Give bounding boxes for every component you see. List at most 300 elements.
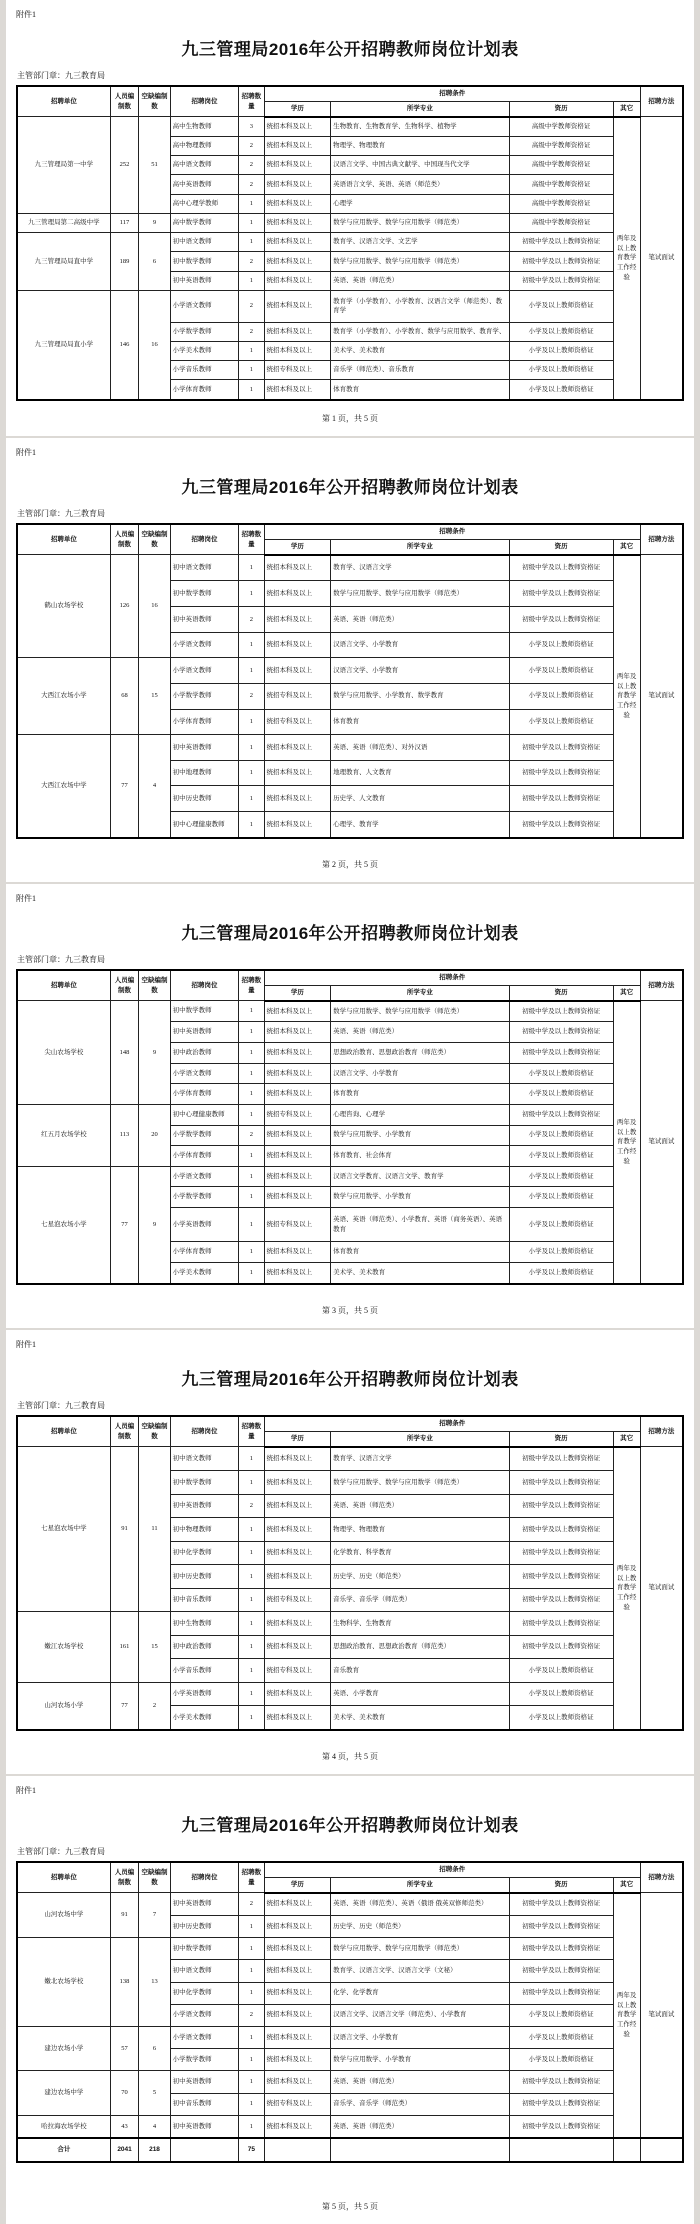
staff-count-cell: 148 bbox=[110, 1001, 139, 1105]
table-row bbox=[17, 233, 683, 252]
major-cell: 数学与应用数学、数学与应用数学（师范类） bbox=[331, 581, 510, 607]
qualification-cell: 初级中学及以上教师资格证 bbox=[509, 1104, 613, 1125]
major-cell: 美术学、美术教育 bbox=[331, 1706, 510, 1730]
quantity-cell: 1 bbox=[239, 1612, 264, 1635]
qualification-cell: 小学及以上教师资格证 bbox=[509, 2026, 613, 2048]
education-cell: 统招本科及以上 bbox=[264, 1447, 331, 1471]
major-cell: 音乐教育 bbox=[331, 1659, 510, 1682]
major-cell: 数学与应用数学、数学与应用数学（师范类） bbox=[331, 252, 510, 271]
attachment-label: 附件1 bbox=[16, 448, 36, 457]
col-header-unit: 招聘单位 bbox=[17, 524, 110, 555]
staff-count-cell: 57 bbox=[110, 2026, 139, 2070]
education-cell: 统招本科及以上 bbox=[264, 2026, 331, 2048]
education-cell: 统招本科及以上 bbox=[264, 194, 331, 213]
position-cell: 初中英语教师 bbox=[170, 607, 239, 633]
page-2 bbox=[6, 438, 694, 882]
education-cell: 统招本科及以上 bbox=[264, 1960, 331, 1982]
page-number: 第 1 页，共 5 页 bbox=[322, 414, 378, 423]
qualification-cell: 初级中学及以上教师资格证 bbox=[509, 1938, 613, 1960]
col-header-education: 学历 bbox=[264, 985, 331, 1000]
position-cell: 高中语文教师 bbox=[170, 156, 239, 175]
position-cell: 小学语文教师 bbox=[170, 632, 239, 658]
major-cell: 教育学、汉语言文学、文艺学 bbox=[331, 233, 510, 252]
col-header-quantity: 招聘数量 bbox=[239, 1862, 264, 1893]
method-cell: 笔试面试 bbox=[640, 1447, 683, 1731]
quantity-cell: 1 bbox=[239, 1588, 264, 1611]
qualification-cell: 小学及以上教师资格证 bbox=[509, 1125, 613, 1146]
education-cell: 统招本科及以上 bbox=[264, 1635, 331, 1658]
page-number: 第 3 页，共 5 页 bbox=[322, 1306, 378, 1315]
position-cell: 初中政治教师 bbox=[170, 1635, 239, 1658]
unit-cell: 九三管理局第二高级中学 bbox=[17, 213, 110, 232]
col-header-education: 学历 bbox=[264, 101, 331, 116]
header-row-1 bbox=[17, 1416, 683, 1431]
education-cell: 统招本科及以上 bbox=[264, 607, 331, 633]
quantity-cell: 1 bbox=[239, 1541, 264, 1564]
position-cell: 初中政治教师 bbox=[170, 1042, 239, 1063]
education-cell: 统招本科及以上 bbox=[264, 581, 331, 607]
qualification-cell: 初级中学及以上教师资格证 bbox=[509, 786, 613, 812]
quantity-cell: 2 bbox=[239, 1893, 264, 1916]
col-header-conditions: 招聘条件 bbox=[264, 1862, 640, 1877]
position-cell: 小学体育教师 bbox=[170, 1146, 239, 1167]
col-header-unit: 招聘单位 bbox=[17, 1416, 110, 1447]
qualification-cell: 小学及以上教师资格证 bbox=[509, 290, 613, 322]
quantity-cell: 1 bbox=[239, 555, 264, 581]
education-cell: 统招本科及以上 bbox=[264, 1125, 331, 1146]
staff-count-cell: 146 bbox=[110, 290, 139, 400]
col-header-staff-count: 人员编制数 bbox=[110, 1862, 139, 1893]
major-cell: 生物科学、生物教育 bbox=[331, 1612, 510, 1635]
col-header-other: 其它 bbox=[613, 985, 640, 1000]
education-cell: 统招本科及以上 bbox=[264, 2004, 331, 2026]
qualification-cell: 初级中学及以上教师资格证 bbox=[509, 1042, 613, 1063]
position-cell: 初中数学教师 bbox=[170, 581, 239, 607]
col-header-vacancy-count: 空缺编制数 bbox=[139, 970, 170, 1001]
major-cell: 教育学（小学教育）、小学教育、数学与应用数学、教育学、 bbox=[331, 322, 510, 341]
quantity-cell: 1 bbox=[239, 735, 264, 761]
unit-cell: 九三管理局第一中学 bbox=[17, 117, 110, 214]
total-qualification-cell bbox=[509, 2138, 613, 2162]
vacancy-count-cell: 7 bbox=[139, 1893, 170, 1938]
other-requirement-cell: 两年及以上教育教学工作经验 bbox=[613, 117, 640, 401]
vacancy-count-cell: 9 bbox=[139, 1001, 170, 1105]
qualification-cell: 初级中学及以上教师资格证 bbox=[509, 2115, 613, 2138]
other-requirement-cell: 两年及以上教育教学工作经验 bbox=[613, 1893, 640, 2139]
header-row-1 bbox=[17, 86, 683, 101]
position-cell: 小学数学教师 bbox=[170, 683, 239, 709]
position-cell: 初中英语教师 bbox=[170, 735, 239, 761]
unit-cell: 大西江农场中学 bbox=[17, 735, 110, 838]
qualification-cell: 小学及以上教师资格证 bbox=[509, 658, 613, 684]
department-stamp: 主管部门章：九三教育局 bbox=[17, 1847, 105, 1856]
education-cell: 统招本科及以上 bbox=[264, 175, 331, 194]
quantity-cell: 1 bbox=[239, 1706, 264, 1730]
major-cell: 数学与应用数学、数学与应用数学（师范类） bbox=[331, 1471, 510, 1494]
page-4 bbox=[6, 1330, 694, 1774]
col-header-staff-count: 人员编制数 bbox=[110, 524, 139, 555]
education-cell: 统招本科及以上 bbox=[264, 1084, 331, 1105]
qualification-cell: 初级中学及以上教师资格证 bbox=[509, 1001, 613, 1022]
qualification-cell: 初级中学及以上教师资格证 bbox=[509, 1022, 613, 1043]
major-cell: 英语、英语（师范类） bbox=[331, 271, 510, 290]
qualification-cell: 初级中学及以上教师资格证 bbox=[509, 555, 613, 581]
page-3 bbox=[6, 884, 694, 1328]
major-cell: 历史学、历史（师范类） bbox=[331, 1565, 510, 1588]
table-row bbox=[17, 1682, 683, 1705]
major-cell: 教育学、汉语言文学 bbox=[331, 555, 510, 581]
col-header-unit: 招聘单位 bbox=[17, 86, 110, 117]
qualification-cell: 小学及以上教师资格证 bbox=[509, 1242, 613, 1263]
staff-count-cell: 91 bbox=[110, 1893, 139, 1938]
vacancy-count-cell: 5 bbox=[139, 2071, 170, 2115]
col-header-major: 所学专业 bbox=[331, 1431, 510, 1446]
table-row bbox=[17, 2115, 683, 2138]
recruitment-plan-table bbox=[16, 523, 684, 839]
position-cell: 小学语文教师 bbox=[170, 1166, 239, 1187]
vacancy-count-cell: 6 bbox=[139, 2026, 170, 2070]
quantity-cell: 1 bbox=[239, 1022, 264, 1043]
education-cell: 统招本科及以上 bbox=[264, 1938, 331, 1960]
staff-count-cell: 126 bbox=[110, 555, 139, 658]
staff-count-cell: 138 bbox=[110, 1938, 139, 2027]
position-cell: 小学语文教师 bbox=[170, 2004, 239, 2026]
position-cell: 小学体育教师 bbox=[170, 1084, 239, 1105]
position-cell: 小学数学教师 bbox=[170, 322, 239, 341]
col-header-method: 招聘方法 bbox=[640, 524, 683, 555]
major-cell: 历史学、历史（师范类） bbox=[331, 1915, 510, 1937]
education-cell: 统招本科及以上 bbox=[264, 341, 331, 360]
qualification-cell: 高级中学教师资格证 bbox=[509, 175, 613, 194]
page-title: 九三管理局2016年公开招聘教师岗位计划表 bbox=[181, 1370, 519, 1389]
col-header-position: 招聘岗位 bbox=[170, 86, 239, 117]
col-header-unit: 招聘单位 bbox=[17, 970, 110, 1001]
col-header-unit: 招聘单位 bbox=[17, 1862, 110, 1893]
position-cell: 小学语文教师 bbox=[170, 1063, 239, 1084]
major-cell: 汉语言文学、小学教育 bbox=[331, 632, 510, 658]
attachment-label: 附件1 bbox=[16, 10, 36, 19]
education-cell: 统招本科及以上 bbox=[264, 1518, 331, 1541]
quantity-cell: 1 bbox=[239, 2093, 264, 2115]
major-cell: 教育学、汉语言文学、汉语言文学（文秘） bbox=[331, 1960, 510, 1982]
unit-cell: 山河农场中学 bbox=[17, 1893, 110, 1938]
quantity-cell: 1 bbox=[239, 709, 264, 735]
other-requirement-cell: 两年及以上教育教学工作经验 bbox=[613, 555, 640, 839]
method-cell: 笔试面试 bbox=[640, 1893, 683, 2139]
page-number: 第 2 页，共 5 页 bbox=[322, 860, 378, 869]
position-cell: 初中语文教师 bbox=[170, 555, 239, 581]
staff-count-cell: 117 bbox=[110, 213, 139, 232]
vacancy-count-cell: 9 bbox=[139, 213, 170, 232]
staff-count-cell: 77 bbox=[110, 1166, 139, 1284]
table-row bbox=[17, 1612, 683, 1635]
staff-count-cell: 189 bbox=[110, 233, 139, 291]
major-cell: 音乐学（师范类）、音乐教育 bbox=[331, 361, 510, 380]
table-row bbox=[17, 213, 683, 232]
vacancy-count-cell: 51 bbox=[139, 117, 170, 214]
col-header-other: 其它 bbox=[613, 1431, 640, 1446]
education-cell: 统招本科及以上 bbox=[264, 1187, 331, 1208]
major-cell: 历史学、人文教育 bbox=[331, 786, 510, 812]
qualification-cell: 小学及以上教师资格证 bbox=[509, 709, 613, 735]
position-cell: 小学体育教师 bbox=[170, 709, 239, 735]
qualification-cell: 初级中学及以上教师资格证 bbox=[509, 581, 613, 607]
qualification-cell: 小学及以上教师资格证 bbox=[509, 361, 613, 380]
vacancy-count-cell: 20 bbox=[139, 1104, 170, 1166]
education-cell: 统招本科及以上 bbox=[264, 760, 331, 786]
position-cell: 小学英语教师 bbox=[170, 1208, 239, 1242]
department-stamp: 主管部门章：九三教育局 bbox=[17, 955, 105, 964]
unit-cell: 嫩北农场学校 bbox=[17, 1938, 110, 2027]
total-row bbox=[17, 2138, 683, 2162]
education-cell: 统招本科及以上 bbox=[264, 811, 331, 838]
major-cell: 数学与应用数学、数学与应用数学（师范类） bbox=[331, 1001, 510, 1022]
vacancy-count-cell: 4 bbox=[139, 735, 170, 838]
quantity-cell: 1 bbox=[239, 233, 264, 252]
quantity-cell: 1 bbox=[239, 2026, 264, 2048]
major-cell: 心理学、教育学 bbox=[331, 811, 510, 838]
department-stamp: 主管部门章：九三教育局 bbox=[17, 1401, 105, 1410]
position-cell: 初中历史教师 bbox=[170, 786, 239, 812]
col-header-quantity: 招聘数量 bbox=[239, 1416, 264, 1447]
position-cell: 高中心理学教师 bbox=[170, 194, 239, 213]
qualification-cell: 初级中学及以上教师资格证 bbox=[509, 1612, 613, 1635]
qualification-cell: 初级中学及以上教师资格证 bbox=[509, 2071, 613, 2093]
unit-cell: 嫩江农场学校 bbox=[17, 1612, 110, 1682]
other-requirement-cell: 两年及以上教育教学工作经验 bbox=[613, 1001, 640, 1285]
quantity-cell: 1 bbox=[239, 1938, 264, 1960]
quantity-cell: 1 bbox=[239, 1447, 264, 1471]
table-row bbox=[17, 555, 683, 581]
qualification-cell: 初级中学及以上教师资格证 bbox=[509, 1915, 613, 1937]
qualification-cell: 小学及以上教师资格证 bbox=[509, 1084, 613, 1105]
qualification-cell: 小学及以上教师资格证 bbox=[509, 1263, 613, 1284]
table-row bbox=[17, 117, 683, 137]
page-number: 第 5 页，共 5 页 bbox=[322, 2202, 378, 2211]
col-header-major: 所学专业 bbox=[331, 1877, 510, 1892]
position-cell: 高中数学教师 bbox=[170, 213, 239, 232]
quantity-cell: 1 bbox=[239, 380, 264, 400]
method-cell: 笔试面试 bbox=[640, 117, 683, 401]
position-cell: 初中语文教师 bbox=[170, 1447, 239, 1471]
col-header-position: 招聘岗位 bbox=[170, 1416, 239, 1447]
table-row bbox=[17, 2071, 683, 2093]
attachment-label: 附件1 bbox=[16, 894, 36, 903]
qualification-cell: 初级中学及以上教师资格证 bbox=[509, 271, 613, 290]
position-cell: 初中历史教师 bbox=[170, 1915, 239, 1937]
major-cell: 生物教育、生物教育学、生物科学、植物学 bbox=[331, 117, 510, 137]
quantity-cell: 1 bbox=[239, 2071, 264, 2093]
total-staff-cell: 2041 bbox=[110, 2138, 139, 2162]
page-1 bbox=[6, 0, 694, 436]
education-cell: 统招本科及以上 bbox=[264, 1565, 331, 1588]
major-cell: 英语、英语（师范类） bbox=[331, 1494, 510, 1517]
qualification-cell: 小学及以上教师资格证 bbox=[509, 1208, 613, 1242]
position-cell: 初中化学教师 bbox=[170, 1982, 239, 2004]
qualification-cell: 小学及以上教师资格证 bbox=[509, 1063, 613, 1084]
major-cell: 英语、英语（师范类） bbox=[331, 2115, 510, 2138]
education-cell: 统招本科及以上 bbox=[264, 252, 331, 271]
position-cell: 高中物理教师 bbox=[170, 136, 239, 155]
recruitment-plan-table bbox=[16, 85, 684, 401]
education-cell: 统招本科及以上 bbox=[264, 1001, 331, 1022]
quantity-cell: 1 bbox=[239, 1263, 264, 1284]
table-row bbox=[17, 1104, 683, 1125]
col-header-major: 所学专业 bbox=[331, 101, 510, 116]
col-header-other: 其它 bbox=[613, 101, 640, 116]
qualification-cell: 小学及以上教师资格证 bbox=[509, 1146, 613, 1167]
major-cell: 物理学、物理教育 bbox=[331, 136, 510, 155]
unit-cell: 建边农场小学 bbox=[17, 2026, 110, 2070]
table-row bbox=[17, 290, 683, 322]
vacancy-count-cell: 2 bbox=[139, 1682, 170, 1730]
header-row-1 bbox=[17, 1862, 683, 1877]
quantity-cell: 1 bbox=[239, 213, 264, 232]
position-cell: 初中数学教师 bbox=[170, 252, 239, 271]
education-cell: 统招本科及以上 bbox=[264, 1541, 331, 1564]
unit-cell: 七星泡农场小学 bbox=[17, 1166, 110, 1284]
position-cell: 高中生物教师 bbox=[170, 117, 239, 137]
table-row bbox=[17, 1938, 683, 1960]
method-cell: 笔试面试 bbox=[640, 555, 683, 839]
quantity-cell: 1 bbox=[239, 1242, 264, 1263]
col-header-qualification: 资历 bbox=[509, 101, 613, 116]
unit-cell: 大西江农场小学 bbox=[17, 658, 110, 735]
education-cell: 统招本科及以上 bbox=[264, 1063, 331, 1084]
major-cell: 汉语言文学教育、汉语言文学、教育学 bbox=[331, 1166, 510, 1187]
quantity-cell: 2 bbox=[239, 156, 264, 175]
qualification-cell: 初级中学及以上教师资格证 bbox=[509, 607, 613, 633]
header-row-1 bbox=[17, 524, 683, 539]
col-header-qualification: 资历 bbox=[509, 1877, 613, 1892]
quantity-cell: 1 bbox=[239, 1146, 264, 1167]
education-cell: 统招本科及以上 bbox=[264, 271, 331, 290]
education-cell: 统招本科及以上 bbox=[264, 322, 331, 341]
position-cell: 初中英语教师 bbox=[170, 1893, 239, 1916]
vacancy-count-cell: 16 bbox=[139, 290, 170, 400]
qualification-cell: 小学及以上教师资格证 bbox=[509, 2004, 613, 2026]
quantity-cell: 1 bbox=[239, 1682, 264, 1705]
quantity-cell: 1 bbox=[239, 1208, 264, 1242]
col-header-conditions: 招聘条件 bbox=[264, 524, 640, 539]
position-cell: 初中物理教师 bbox=[170, 1518, 239, 1541]
quantity-cell: 2 bbox=[239, 683, 264, 709]
vacancy-count-cell: 15 bbox=[139, 658, 170, 735]
qualification-cell: 初级中学及以上教师资格证 bbox=[509, 1588, 613, 1611]
major-cell: 心理咨询、心理学 bbox=[331, 1104, 510, 1125]
education-cell: 统招本科及以上 bbox=[264, 658, 331, 684]
quantity-cell: 2 bbox=[239, 252, 264, 271]
qualification-cell: 高级中学教师资格证 bbox=[509, 136, 613, 155]
qualification-cell: 小学及以上教师资格证 bbox=[509, 683, 613, 709]
recruitment-plan-table bbox=[16, 1861, 684, 2163]
major-cell: 地理教育、人文教育 bbox=[331, 760, 510, 786]
qualification-cell: 初级中学及以上教师资格证 bbox=[509, 1982, 613, 2004]
major-cell: 数学与应用数学、小学教育 bbox=[331, 2049, 510, 2071]
qualification-cell: 高级中学教师资格证 bbox=[509, 156, 613, 175]
education-cell: 统招本科及以上 bbox=[264, 1022, 331, 1043]
education-cell: 统招本科及以上 bbox=[264, 213, 331, 232]
staff-count-cell: 77 bbox=[110, 735, 139, 838]
vacancy-count-cell: 6 bbox=[139, 233, 170, 291]
position-cell: 初中音乐教师 bbox=[170, 1588, 239, 1611]
table-row bbox=[17, 2026, 683, 2048]
qualification-cell: 高级中学教师资格证 bbox=[509, 117, 613, 137]
staff-count-cell: 43 bbox=[110, 2115, 139, 2138]
education-cell: 统招本科及以上 bbox=[264, 1706, 331, 1730]
quantity-cell: 1 bbox=[239, 2115, 264, 2138]
major-cell: 英语、小学教育 bbox=[331, 1682, 510, 1705]
page-number: 第 4 页，共 5 页 bbox=[322, 1752, 378, 1761]
qualification-cell: 初级中学及以上教师资格证 bbox=[509, 1494, 613, 1517]
qualification-cell: 小学及以上教师资格证 bbox=[509, 1166, 613, 1187]
unit-cell: 红五月农场学校 bbox=[17, 1104, 110, 1166]
quantity-cell: 2 bbox=[239, 290, 264, 322]
quantity-cell: 1 bbox=[239, 1635, 264, 1658]
col-header-vacancy-count: 空缺编制数 bbox=[139, 86, 170, 117]
quantity-cell: 1 bbox=[239, 581, 264, 607]
header-row-1 bbox=[17, 970, 683, 985]
recruitment-plan-table bbox=[16, 969, 684, 1285]
education-cell: 统招本科及以上 bbox=[264, 2071, 331, 2093]
quantity-cell: 1 bbox=[239, 2049, 264, 2071]
quantity-cell: 1 bbox=[239, 271, 264, 290]
vacancy-count-cell: 11 bbox=[139, 1447, 170, 1612]
quantity-cell: 2 bbox=[239, 2004, 264, 2026]
position-cell: 小学数学教师 bbox=[170, 1125, 239, 1146]
other-requirement-cell: 两年及以上教育教学工作经验 bbox=[613, 1447, 640, 1731]
position-cell: 初中地理教师 bbox=[170, 760, 239, 786]
col-header-position: 招聘岗位 bbox=[170, 970, 239, 1001]
education-cell: 统招本科及以上 bbox=[264, 1471, 331, 1494]
qualification-cell: 初级中学及以上教师资格证 bbox=[509, 1893, 613, 1916]
education-cell: 统招本科及以上 bbox=[264, 1893, 331, 1916]
col-header-conditions: 招聘条件 bbox=[264, 86, 640, 101]
page-5 bbox=[6, 1776, 694, 2224]
col-header-method: 招聘方法 bbox=[640, 1862, 683, 1893]
quantity-cell: 1 bbox=[239, 1518, 264, 1541]
major-cell: 数学与应用数学、小学教育 bbox=[331, 1187, 510, 1208]
education-cell: 统招专科及以上 bbox=[264, 1208, 331, 1242]
quantity-cell: 1 bbox=[239, 1960, 264, 1982]
col-header-quantity: 招聘数量 bbox=[239, 86, 264, 117]
unit-cell: 尖山农场学校 bbox=[17, 1001, 110, 1105]
education-cell: 统招本科及以上 bbox=[264, 1915, 331, 1937]
qualification-cell: 初级中学及以上教师资格证 bbox=[509, 1447, 613, 1471]
attachment-label: 附件1 bbox=[16, 1340, 36, 1349]
position-cell: 小学语文教师 bbox=[170, 290, 239, 322]
vacancy-count-cell: 13 bbox=[139, 1938, 170, 2027]
major-cell: 心理学 bbox=[331, 194, 510, 213]
major-cell: 体育教育、社会体育 bbox=[331, 1146, 510, 1167]
col-header-position: 招聘岗位 bbox=[170, 1862, 239, 1893]
position-cell: 小学音乐教师 bbox=[170, 1659, 239, 1682]
major-cell: 英语、英语（师范类）、对外汉语 bbox=[331, 735, 510, 761]
education-cell: 统招本科及以上 bbox=[264, 1166, 331, 1187]
quantity-cell: 1 bbox=[239, 811, 264, 838]
position-cell: 初中语文教师 bbox=[170, 233, 239, 252]
quantity-cell: 2 bbox=[239, 607, 264, 633]
education-cell: 统招本科及以上 bbox=[264, 1146, 331, 1167]
major-cell: 思想政治教育、思想政治教育（师范类） bbox=[331, 1042, 510, 1063]
position-cell: 初中英语教师 bbox=[170, 1022, 239, 1043]
major-cell: 物理学、物理教育 bbox=[331, 1518, 510, 1541]
qualification-cell: 初级中学及以上教师资格证 bbox=[509, 2093, 613, 2115]
quantity-cell: 1 bbox=[239, 1001, 264, 1022]
col-header-staff-count: 人员编制数 bbox=[110, 86, 139, 117]
page-title: 九三管理局2016年公开招聘教师岗位计划表 bbox=[181, 40, 519, 59]
col-header-position: 招聘岗位 bbox=[170, 524, 239, 555]
